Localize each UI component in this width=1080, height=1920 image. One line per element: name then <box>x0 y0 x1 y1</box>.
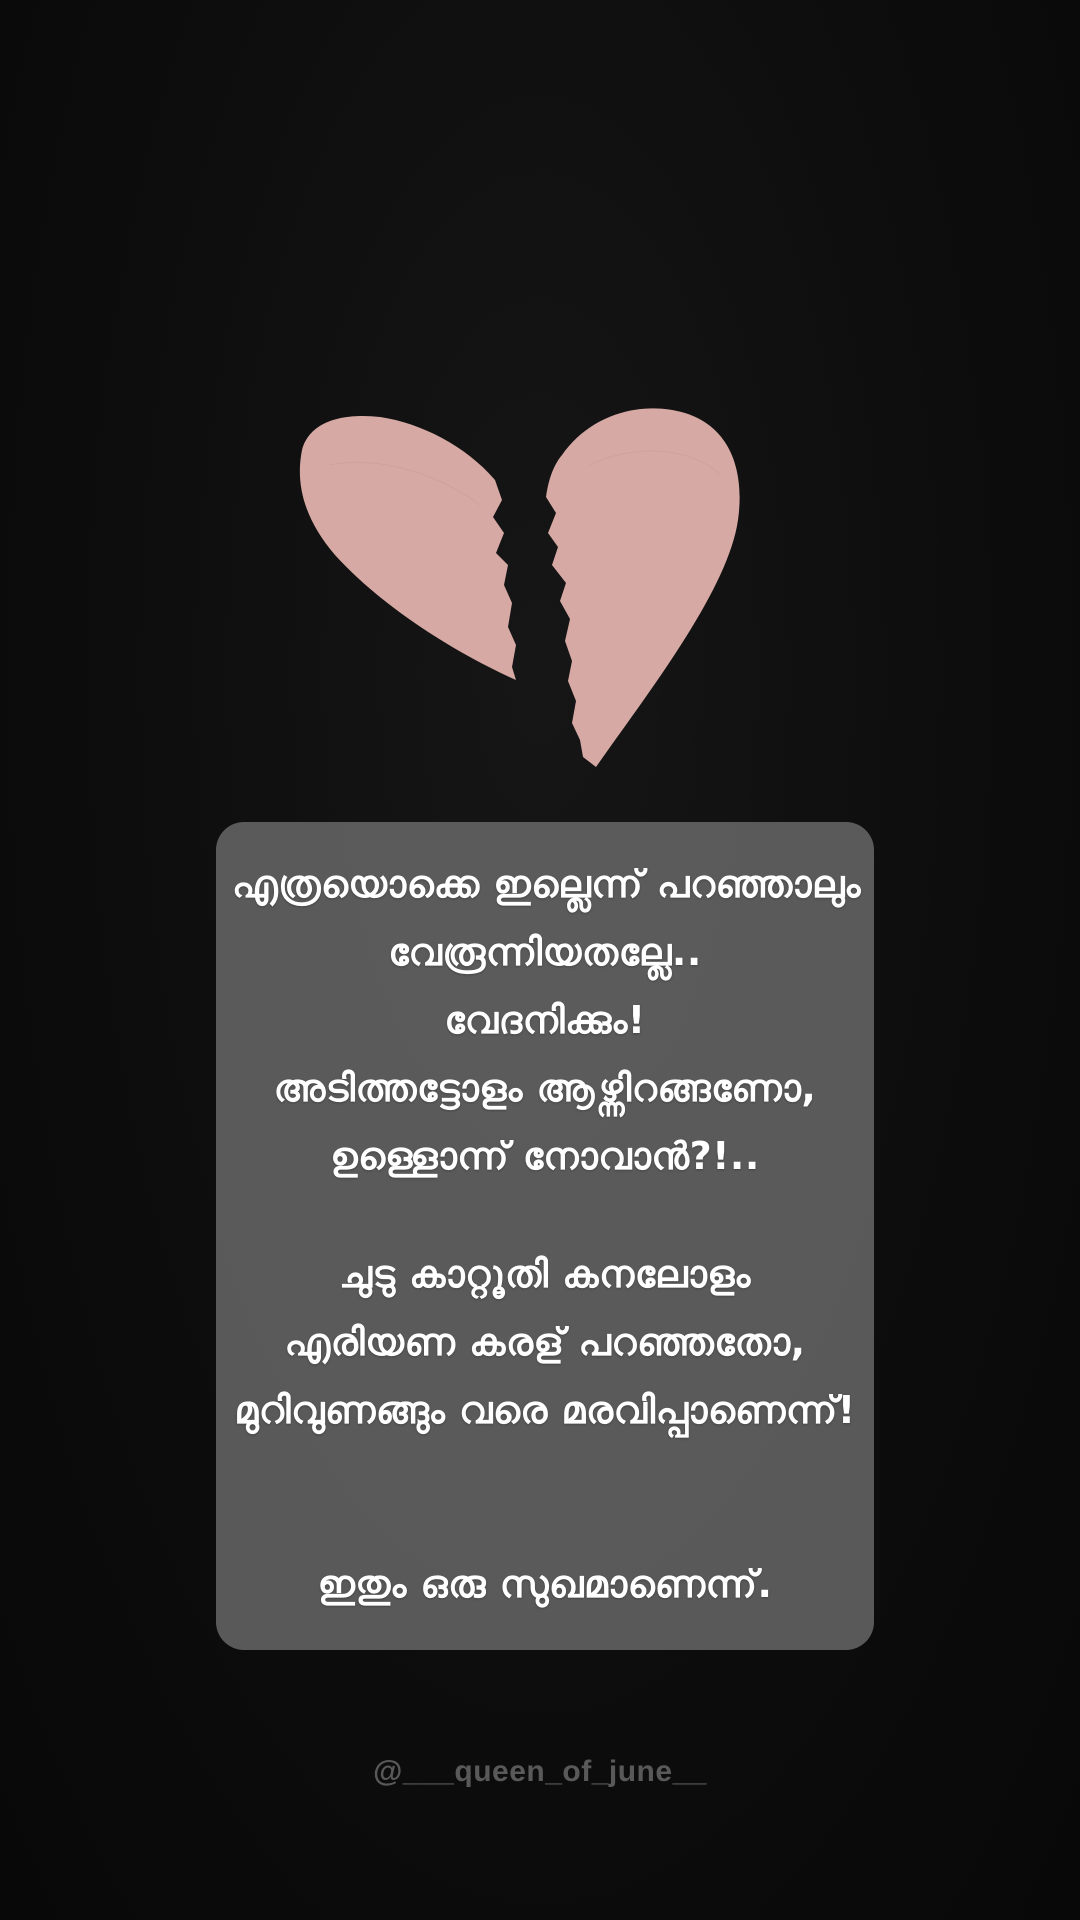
heart-right-half <box>546 408 740 767</box>
quote-line: അടിത്തട്ടോളം ആഴ്ന്നിറങ്ങണോ, <box>273 1066 817 1110</box>
stanza-spacer <box>232 1190 858 1240</box>
quote-card <box>216 822 874 1650</box>
broken-heart-icon <box>290 405 750 775</box>
quote-final-line: ഇതും ഒരു സുഖമാണെന്ന്. <box>317 1562 773 1606</box>
quote-stanza-1 <box>232 850 861 1190</box>
quote-line: എരിയണ കരള് പറഞ്ഞതോ, <box>284 1320 806 1364</box>
quote-line: വേദനിക്കും! <box>444 998 646 1042</box>
quote-line: ഉള്ളൊന്ന് നോവാൻ?!.. <box>330 1134 760 1178</box>
quote-line: ചുടു കാറ്റൂതി കനലോളം <box>339 1252 751 1296</box>
quote-stanza-2 <box>232 1240 858 1444</box>
stanza-spacer <box>232 1444 858 1550</box>
quote-line: എത്രയൊക്കെ ഇല്ലെന്ന് പറഞ്ഞാലും <box>232 862 861 906</box>
heart-left-half <box>300 416 516 680</box>
quote-line: വേരൂന്നിയതല്ലേ.. <box>388 930 702 974</box>
quote-final <box>232 1550 858 1618</box>
quote-line: മുറിവുണങ്ങും വരെ മരവിപ്പാണെന്ന്! <box>234 1388 856 1432</box>
author-watermark: @___queen_of_june__ <box>373 1755 707 1788</box>
